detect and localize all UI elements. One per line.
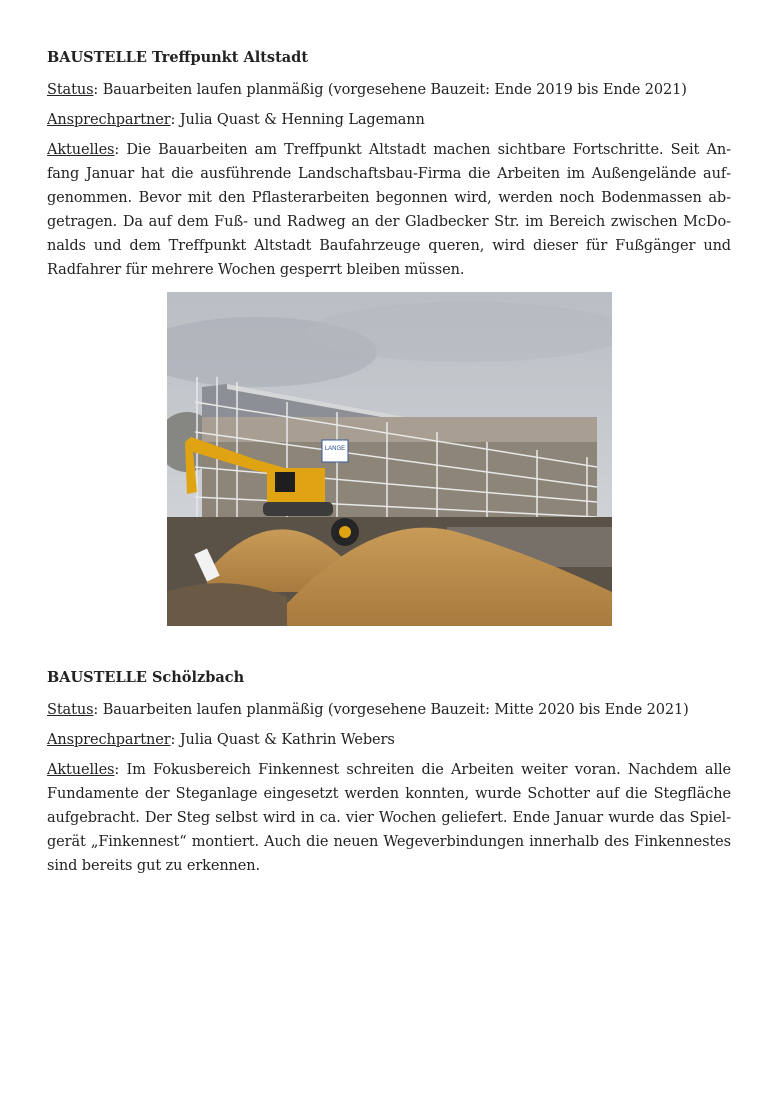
- status-label: Status: [47, 82, 94, 98]
- status-text: : Bauarbeiten laufen planmäßig (vorgesehene Bauzeit: Ende 2019 bis Ende 2021): [93, 82, 687, 98]
- section-schoelzbach: [47, 666, 731, 884]
- contact-label: Ansprechpartner: [47, 732, 171, 748]
- contact-line: [47, 728, 731, 752]
- section-title: BAUSTELLE Treffpunkt Altstadt: [47, 49, 309, 66]
- news-paragraph: [47, 758, 731, 878]
- status-line: [47, 698, 731, 722]
- section-treffpunkt-altstadt: [47, 46, 731, 288]
- status-line: [47, 78, 731, 102]
- construction-site-photo: [167, 292, 612, 626]
- contact-text: : Julia Quast & Kathrin Webers: [170, 732, 395, 748]
- status-label: Status: [47, 702, 94, 718]
- contact-label: Ansprechpartner: [47, 112, 171, 128]
- news-text: : Die Bauarbeiten am Treffpunkt Altstadt machen sichtbare Fortschritte. Seit Anfang Januar hat die ausführende Landschaftsbau-Firma die Arbeiten im Außengelände aufgenommen. Bevor mit den Pflasterarbeiten begonnen wird, werden noch Bodenmassen abgetragen. Da auf dem Fuß- und Radweg an der Gladbecker Str. im Bereich zwischen McDonalds und dem Treffpunkt Altstadt Baufahrzeuge queren, wird dieser für Fußgänger und Radfahrer für mehrere Wochen gesperrt bleiben müssen.: [47, 142, 731, 278]
- news-text: : Im Fokusbereich Finkennest schreiten die Arbeiten weiter voran. Nachdem alle Fundamente der Steganlage eingesetzt werden konnten, wurde Schotter auf die Stegfläche aufgebracht. Der Steg selbst wird in ca. vier Wochen geliefert. Ende Januar wurde das Spielgerät „Finkennest“ montiert. Auch die neuen Wegeverbindungen innerhalb des Finkennestes sind bereits gut zu erkennen.: [47, 762, 731, 874]
- news-paragraph: [47, 138, 731, 282]
- status-text: : Bauarbeiten laufen planmäßig (vorgesehene Bauzeit: Mitte 2020 bis Ende 2021): [93, 702, 689, 718]
- news-label: Aktuelles: [47, 762, 115, 778]
- contact-text: : Julia Quast & Henning Lagemann: [170, 112, 425, 128]
- contact-line: [47, 108, 731, 132]
- construction-photo-illustration: [167, 292, 612, 626]
- section-title: BAUSTELLE Schölzbach: [47, 669, 245, 686]
- sign-text: LANGE: [324, 446, 346, 452]
- news-label: Aktuelles: [47, 142, 115, 158]
